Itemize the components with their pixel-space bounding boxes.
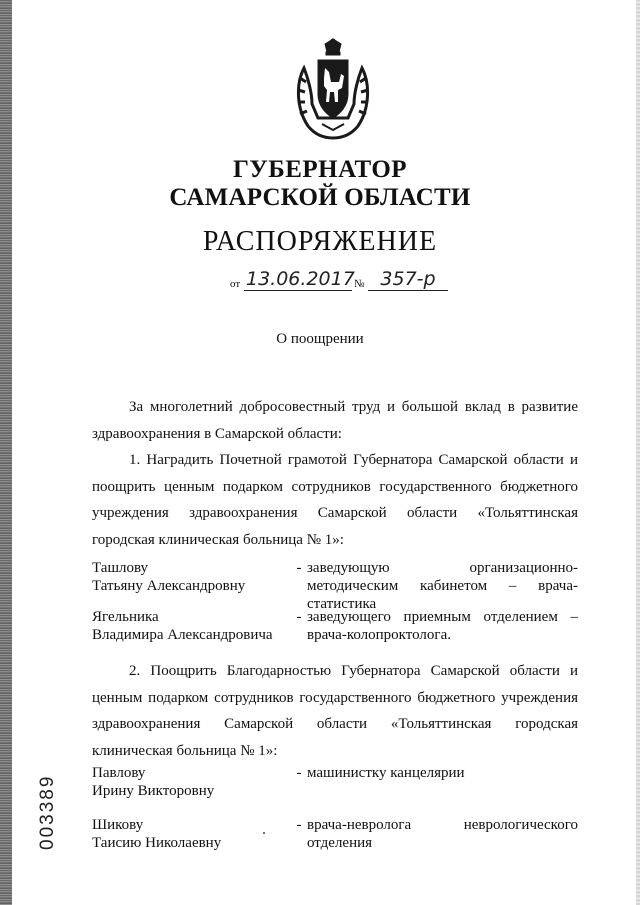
title-region: САМАРСКОЙ ОБЛАСТИ: [169, 184, 471, 211]
person-given-names: Татьяну Александровну: [92, 578, 246, 594]
dash-separator: -: [296, 609, 302, 625]
scan-speck: [263, 832, 265, 834]
subject-line: О поощрении: [276, 331, 364, 347]
number-underline: [368, 290, 448, 291]
person-name: [92, 608, 292, 644]
person-name: [92, 559, 292, 595]
scan-edge-left: [0, 0, 12, 905]
dash-separator: -: [296, 560, 302, 576]
person-surname: Павлову: [92, 765, 146, 781]
scan-edge-right: [636, 0, 640, 905]
date-prefix: от: [230, 278, 241, 290]
person-position: заведующую организационно-методическим кабинетом – врача-статистика: [307, 560, 578, 612]
person-name: [92, 764, 292, 800]
item-2-paragraph: 2. Поощрить Благодарностью Губернатора Самарской области и ценным подарком сотрудников государственного бюджетного учреждения здравоохранения Самарской области «Тольяттинская городская клиническая больница № 1»:: [92, 663, 578, 759]
person-given-names: Владимира Александровича: [92, 627, 273, 643]
person-given-names: Ирину Викторовну: [92, 783, 215, 799]
number-prefix: №: [354, 278, 365, 290]
person-given-names: Таисию Николаевну: [92, 835, 222, 851]
person-position: заведующего приемным отделением – врача-колопроктолога.: [307, 609, 578, 643]
dash-separator: -: [296, 817, 302, 833]
handwritten-number: 357-р: [380, 268, 436, 290]
title-governor: ГУБЕРНАТОР: [232, 156, 408, 183]
item-1-paragraph: 1. Наградить Почетной грамотой Губернатора Самарской области и поощрить ценным подарком сотрудников государственного бюджетного учреждения здравоохранения Самарской области «Тольяттинская городская клиническая больница № 1»:: [92, 452, 578, 548]
date-number-line: [230, 268, 450, 292]
intro-paragraph: За многолетний добросовестный труд и большой вклад в развитие здравоохранения в Самарской области:: [92, 399, 578, 442]
person-surname: Ягельника: [92, 609, 159, 625]
person-surname: Ташлову: [92, 560, 149, 576]
person-position: машинистку канцелярии: [307, 765, 465, 781]
dash-separator: -: [296, 765, 302, 781]
person-surname: Шикову: [92, 817, 144, 833]
date-underline: [244, 290, 352, 291]
person-name: [92, 816, 292, 852]
person-position: врача-невролога неврологического отделения: [307, 817, 578, 851]
document-serial-number: 003389: [37, 774, 58, 850]
document-type: РАСПОРЯЖЕНИЕ: [202, 226, 438, 257]
coat-of-arms-icon: [292, 38, 374, 142]
handwritten-date: 13.06.2017: [246, 268, 355, 290]
